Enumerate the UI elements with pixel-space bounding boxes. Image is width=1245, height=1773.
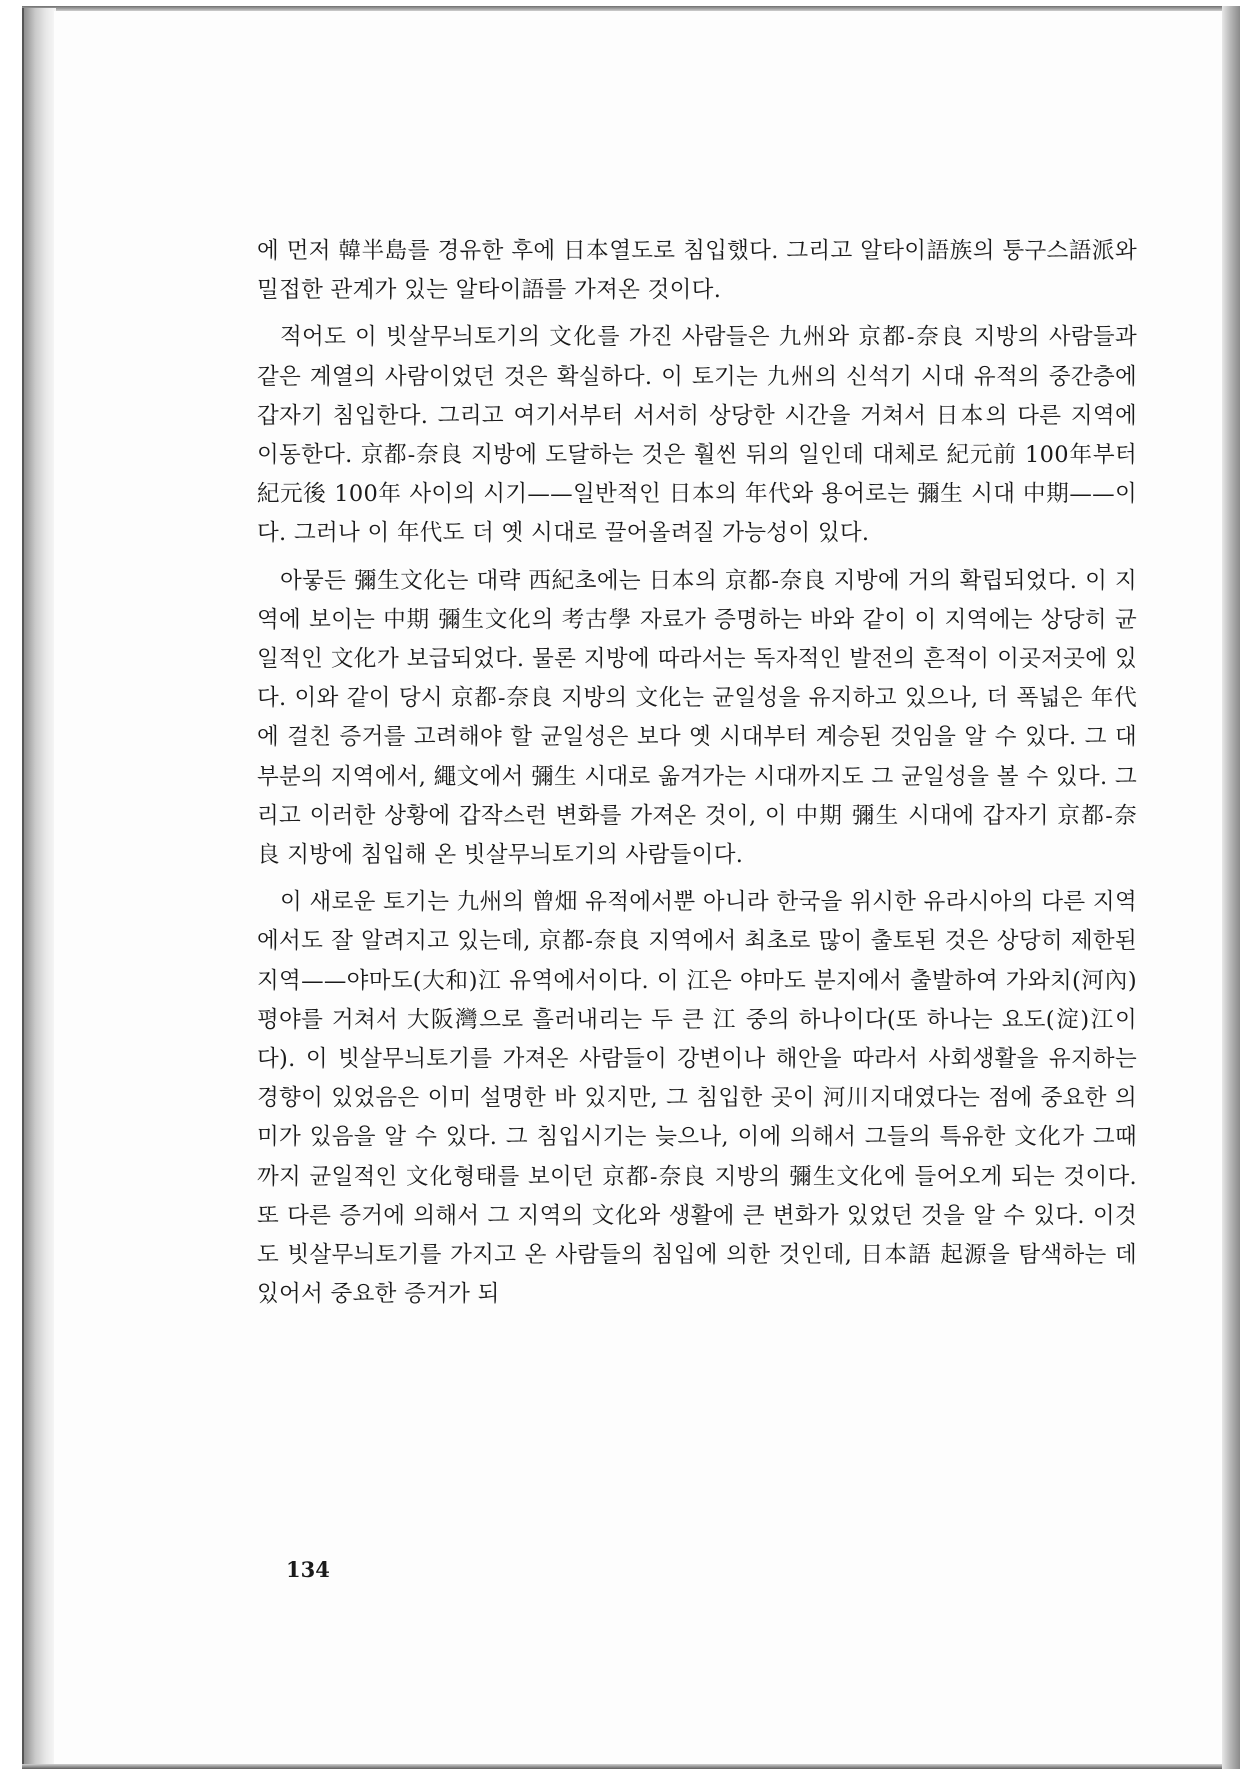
paragraph-2: 적어도 이 빗살무늬토기의 文化를 가진 사람들은 九州와 京都-奈良 지방의 사람들과 같은 계열의 사람이었던 것은 확실하다. 이 토기는 九州의 신석기 시대 유적의 중간층에 갑자기 침입한다. 그리고 여기서부터 서서히 상당한 시간을 거쳐서 日本의 다른 지역에 이동한다. 京都-奈良 지방에 도달하는 것은 훨씬 뒤의 일인데 대체로 紀元前 100年부터 紀元後 100年 사이의 시기——일반적인 日本의 年代와 용어로는 彌生 시대 中期——이다. 그러나 이 年代도 더 옛 시대로 끌어올려질 가능성이 있다. (257, 324, 1137, 547)
paragraph-3: 아뭏든 彌生文化는 대략 西紀초에는 日本의 京都-奈良 지방에 거의 확립되었다. 이 지역에 보이는 中期 彌生文化의 考古學 자료가 증명하는 바와 같이 이 지역에는 상당히 균일적인 文化가 보급되었다. 물론 지방에 따라서는 독자적인 발전의 흔적이 이곳저곳에 있다. 이와 같이 당시 京都-奈良 지방의 文化는 균일성을 유지하고 있으나, 더 폭넓은 年代에 걸친 증거를 고려해야 할 균일성은 보다 옛 시대부터 계승된 것임을 알 수 있다. 그 대부분의 지역에서, 繩文에서 彌生 시대로 옮겨가는 시대까지도 그 균일성을 볼 수 있다. 그리고 이러한 상황에 갑작스런 변화를 가져온 것이, 이 中期 彌生 시대에 갑자기 京都-奈良 지방에 침입해 온 빗살무늬토기의 사람들이다. (257, 567, 1137, 869)
book-edge-right (1222, 6, 1240, 1769)
page-number: 134 (286, 1557, 330, 1582)
book-edge-bottom (22, 1764, 1222, 1769)
book-spine-left (22, 8, 56, 1766)
paragraph-4: 이 새로운 토기는 九州의 曾畑 유적에서뿐 아니라 한국을 위시한 유라시아의 다른 지역에서도 잘 알려지고 있는데, 京都-奈良 지역에서 최초로 많이 출토된 것은 상당히 제한된 지역——야마도(大和)江 유역에서이다. 이 江은 야마도 분지에서 출발하여 가와치(河內) 평야를 거쳐서 大阪灣으로 흘러내리는 두 큰 江 중의 하나이다(또 하나는 요도(淀)江이다). 이 빗살무늬토기를 가져온 사람들이 강변이나 해안을 따라서 사회생활을 유지하는 경향이 있었음은 이미 설명한 바 있지만, 그 침입한 곳이 河川지대였다는 점에 중요한 의미가 있음을 알 수 있다. 그 침입시기는 늦으나, 이에 의해서 그들의 특유한 文化가 그때까지 균일적인 文化형태를 보이던 京都-奈良 지방의 彌生文化에 들어오게 되는 것이다. 또 다른 증거에 의해서 그 지역의 文化와 생활에 큰 변화가 있었던 것을 알 수 있다. 이것도 빗살무늬토기를 가지고 온 사람들의 침입에 의한 것인데, 日本語 起源을 탐색하는 데 있어서 중요한 증거가 되 (257, 889, 1137, 1308)
paragraph-1: 에 먼저 韓半島를 경유한 후에 日本열도로 침입했다. 그리고 알타이語族의 퉁구스語派와 밀접한 관계가 있는 알타이語를 가져온 것이다. (257, 238, 1137, 304)
body-text (257, 232, 1137, 1322)
